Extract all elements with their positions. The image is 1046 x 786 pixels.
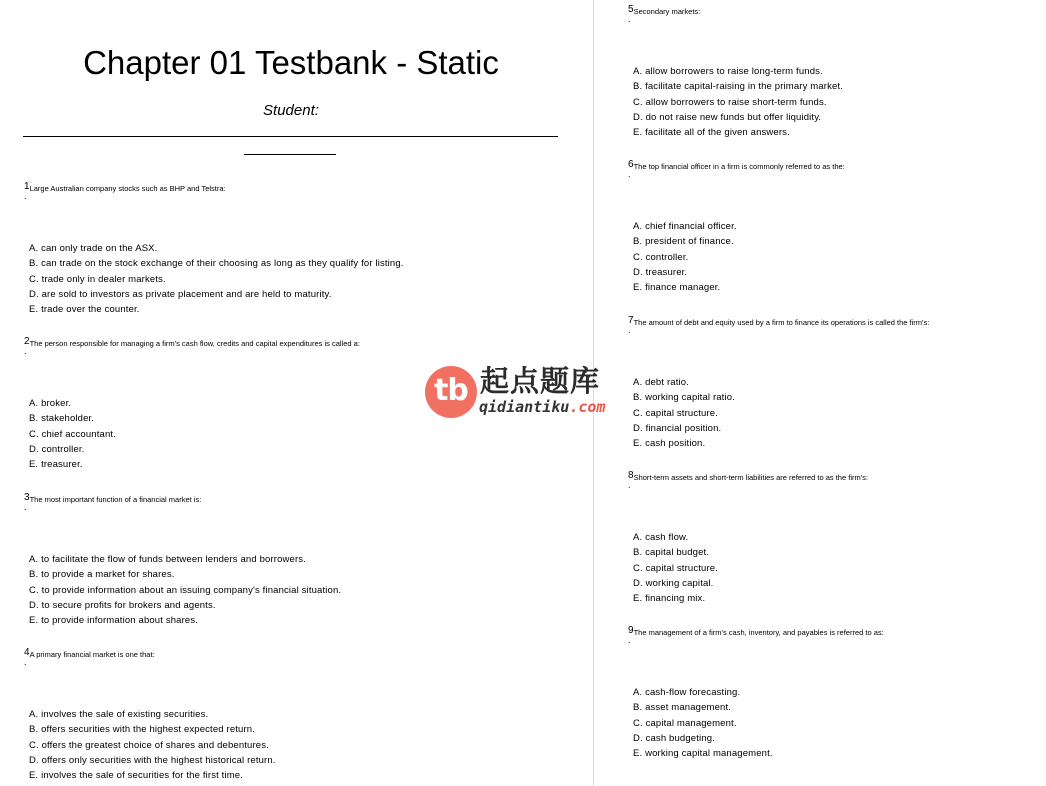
- question-header: [628, 0, 1038, 16]
- answer-blank: .: [24, 657, 27, 667]
- question-7: [628, 310, 1038, 451]
- student-name-line-short: [244, 154, 336, 155]
- option-d: D. to secure profits for brokers and agents.: [29, 599, 216, 611]
- option-a: A. broker.: [29, 398, 72, 409]
- student-label: Student:: [263, 102, 319, 119]
- question-header: [628, 620, 1038, 637]
- option-a: A. debt ratio.: [633, 377, 689, 388]
- option-e: E. financing mix.: [633, 593, 706, 605]
- question-4: [24, 642, 584, 783]
- answer-options: [628, 64, 1038, 140]
- answer-blank: .: [24, 502, 27, 512]
- question-text: The person responsible for managing a firm's cash flow, credits and capital expenditures is called a:: [29, 339, 360, 348]
- answer-options: [628, 375, 1038, 451]
- question-text: The amount of debt and equity used by a firm to finance its operations is called the firm's:: [633, 318, 930, 327]
- answer-blank: .: [628, 169, 631, 179]
- watermark-logo: [424, 364, 624, 424]
- option-e: E. to provide information about shares.: [29, 615, 199, 627]
- option-b: B. can trade on the stock exchange of their choosing as long as they qualify for listing.: [29, 258, 404, 270]
- option-c: C. capital structure.: [633, 407, 718, 419]
- option-c: C. capital structure.: [633, 562, 718, 574]
- answer-blank: .: [628, 635, 631, 645]
- student-name-line: [23, 136, 558, 137]
- question-header: [24, 331, 584, 348]
- option-d: D. offers only securities with the highest historical return.: [29, 754, 276, 766]
- answer-blank: .: [628, 325, 631, 335]
- option-a: A. to facilitate the flow of funds between lenders and borrowers.: [29, 554, 306, 565]
- option-b: B. offers securities with the highest expected return.: [29, 724, 256, 736]
- option-c: C. controller.: [633, 251, 689, 263]
- answer-blank: .: [24, 346, 27, 356]
- option-e: E. treasurer.: [29, 459, 83, 471]
- option-a: A. cash-flow forecasting.: [633, 687, 741, 698]
- option-c: C. allow borrowers to raise short-term funds.: [633, 96, 827, 108]
- option-b: B. asset management.: [633, 702, 732, 714]
- option-c: C. capital management.: [633, 717, 737, 729]
- option-e: E. working capital management.: [633, 748, 773, 760]
- question-text: The top financial officer in a firm is commonly referred to as the:: [633, 162, 845, 171]
- question-number: 4: [24, 647, 30, 658]
- option-e: E. finance manager.: [633, 282, 721, 294]
- question-number: 6: [628, 159, 634, 170]
- option-a: A. cash flow.: [633, 532, 689, 543]
- option-d: D. controller.: [29, 443, 85, 455]
- option-d: D. are sold to investors as private placement and are held to maturity.: [29, 288, 332, 300]
- option-a: A. allow borrowers to raise long-term funds.: [633, 66, 823, 77]
- option-c: C. offers the greatest choice of shares and debentures.: [29, 739, 269, 751]
- question-number: 5: [628, 4, 634, 15]
- option-d: D. financial position.: [633, 422, 722, 434]
- answer-options: [24, 241, 584, 317]
- answer-options: [628, 219, 1038, 295]
- option-c: C. chief accountant.: [29, 428, 116, 440]
- watermark-url-tld: .com: [569, 398, 606, 416]
- option-a: A. chief financial officer.: [633, 221, 737, 232]
- answer-options: [24, 707, 584, 783]
- question-3: [24, 487, 584, 628]
- question-number: 8: [628, 470, 634, 481]
- watermark-logo-text: tb: [434, 373, 468, 408]
- question-1: [24, 176, 584, 317]
- question-text: Large Australian company stocks such as BHP and Telstra:: [29, 184, 226, 193]
- question-text: A primary financial market is one that:: [29, 650, 155, 659]
- question-header: [24, 176, 584, 193]
- question-text: Secondary markets:: [633, 7, 701, 16]
- option-b: B. to provide a market for shares.: [29, 569, 175, 581]
- right-page: [594, 0, 1046, 786]
- question-header: [628, 154, 1038, 171]
- option-a: A. involves the sale of existing securities.: [29, 709, 209, 720]
- option-c: C. trade only in dealer markets.: [29, 273, 166, 285]
- option-e: E. involves the sale of securities for the first time.: [29, 770, 244, 782]
- answer-blank: .: [628, 14, 631, 24]
- question-text: Short-term assets and short-term liabilities are referred to as the firm's:: [633, 473, 868, 482]
- question-number: 7: [628, 315, 634, 326]
- question-header: [24, 487, 584, 504]
- question-number: 1: [24, 181, 30, 192]
- option-b: B. working capital ratio.: [633, 392, 735, 404]
- question-header: [24, 642, 584, 659]
- option-d: D. do not raise new funds but offer liquidity.: [633, 111, 822, 123]
- question-9: [628, 620, 1038, 761]
- answer-blank: .: [628, 480, 631, 490]
- option-c: C. to provide information about an issuing company's financial situation.: [29, 584, 342, 596]
- question-header: [628, 310, 1038, 327]
- question-6: [628, 154, 1038, 295]
- watermark-brand-name: 起点题库: [480, 364, 601, 398]
- question-text: The management of a firm's cash, inventory, and payables is referred to as:: [633, 628, 884, 637]
- question-text: The most important function of a financial market is:: [29, 495, 202, 504]
- watermark-url: [479, 398, 605, 416]
- question-8: [628, 465, 1038, 606]
- answer-options: [628, 685, 1038, 761]
- question-header: [628, 465, 1038, 482]
- option-b: B. president of finance.: [633, 236, 734, 248]
- answer-blank: .: [24, 191, 27, 201]
- question-number: 3: [24, 492, 30, 503]
- option-b: B. stakeholder.: [29, 413, 95, 425]
- answer-options: [24, 552, 584, 628]
- option-b: B. facilitate capital-raising in the primary market.: [633, 81, 844, 93]
- option-b: B. capital budget.: [633, 547, 710, 559]
- option-d: D. working capital.: [633, 577, 714, 589]
- option-e: E. facilitate all of the given answers.: [633, 127, 790, 139]
- question-number: 2: [24, 336, 30, 347]
- option-d: D. cash budgeting.: [633, 732, 715, 744]
- watermark-url-main: qidiantiku: [479, 398, 570, 416]
- option-e: E. cash position.: [633, 438, 706, 450]
- question-number: 9: [628, 625, 634, 636]
- document-title: Chapter 01 Testbank - Static: [83, 44, 499, 81]
- option-e: E. trade over the counter.: [29, 304, 140, 316]
- option-d: D. treasurer.: [633, 266, 688, 278]
- question-5: [628, 0, 1038, 140]
- answer-options: [628, 530, 1038, 606]
- option-a: A. can only trade on the ASX.: [29, 243, 158, 254]
